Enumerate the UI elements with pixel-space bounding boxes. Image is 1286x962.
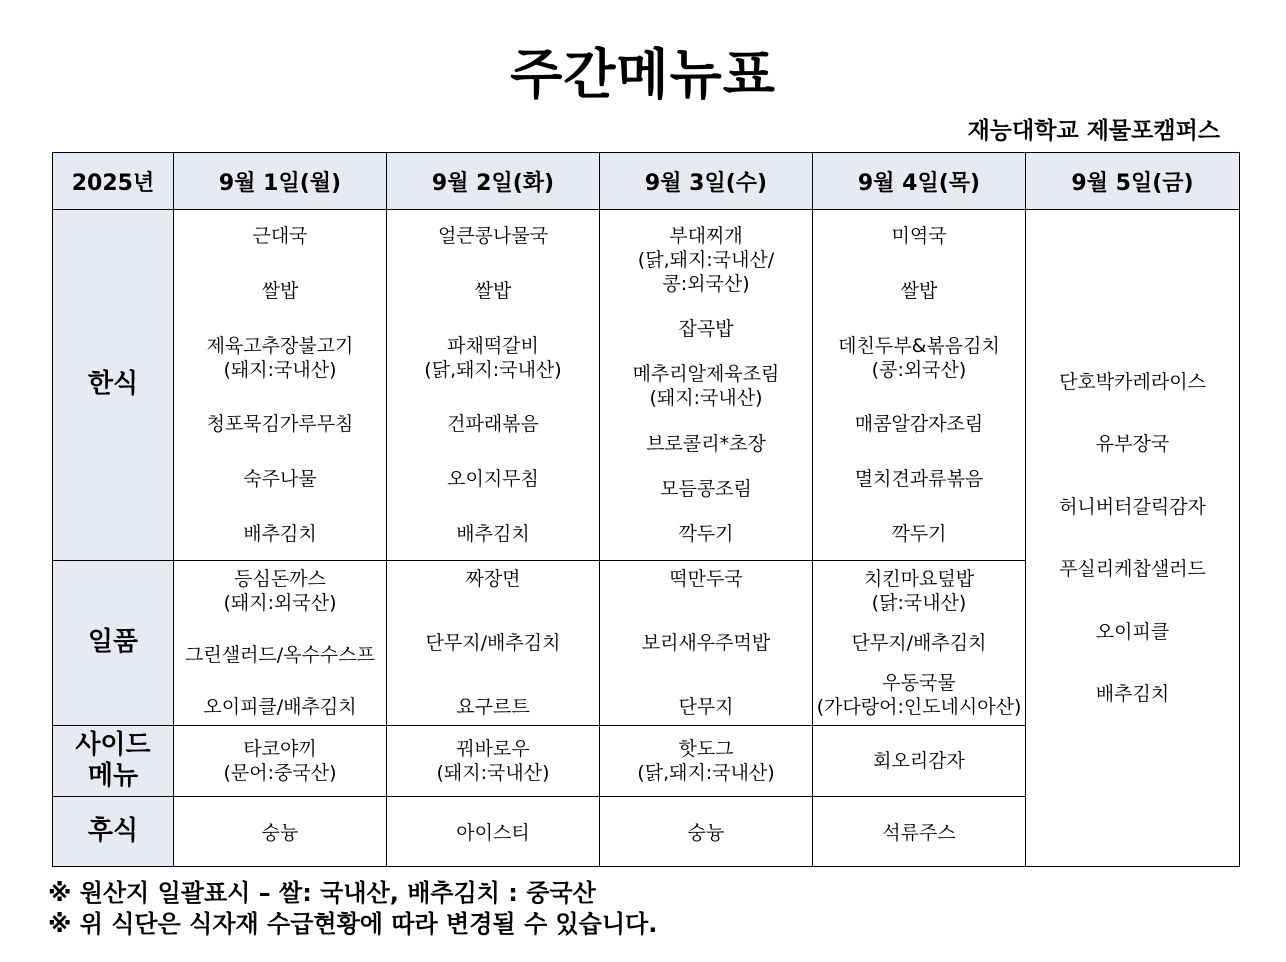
menu-item [600,631,812,655]
menu-item-line: 매콤알감자조림 [854,413,984,436]
menu-item-list [387,561,599,725]
menu-item [387,695,599,719]
menu-item-line: (돼지:외국산) [223,592,337,614]
day-header: 9월 5일(금) [1026,153,1240,210]
menu-item-line: 깍두기 [678,522,734,545]
menu-item-line: 배추김치 [243,522,317,545]
single-menu-cell [387,561,600,726]
menu-item [174,334,386,382]
menu-item [387,224,599,248]
origin-note: ※ 원산지 일괄표시 – 쌀: 국내산, 배추김치 : 중국산 [48,879,596,907]
menu-item-line: (콩:외국산) [871,358,967,381]
menu-item [387,334,599,382]
menu-item-line: (돼지:국내산) [223,358,337,381]
side-menu-cell [387,726,600,797]
menu-item-line: 꿔바로우 [456,738,530,760]
page-title: 주간메뉴표 [510,43,776,106]
menu-item-line: 브로콜리*초장 [646,432,766,455]
friday-menu-cell [1026,210,1240,867]
menu-item [600,737,812,785]
menu-item-line: 보리새우주먹밥 [641,632,771,654]
menu-item [600,362,812,410]
menu-item [813,631,1025,655]
menu-item-list [387,210,599,560]
menu-item-line: 숙주나물 [243,468,317,491]
menu-item-list [813,210,1025,560]
menu-item: 배추김치 [1095,682,1170,705]
menu-item-line: 쌀밥 [474,279,512,302]
menu-item-line: 우동국물 [882,672,956,694]
menu-item [387,279,599,303]
menu-item [174,567,386,615]
menu-item-line: 부대찌개 [669,225,743,247]
menu-item-line: (닭,돼지:국내산/ [637,249,775,271]
menu-item-line: 파채떡갈비 [447,334,539,357]
korean-menu-cell [387,210,600,561]
menu-item: 푸실리케찹샐러드 [1059,558,1206,581]
single-menu-cell [174,561,387,726]
menu-item [813,279,1025,303]
menu-item-list [600,210,812,560]
category-single-dish: 일품 [53,561,174,726]
menu-item [600,567,812,591]
menu-item [387,467,599,491]
menu-item [600,695,812,719]
menu-item [813,334,1025,382]
menu-item-list [813,561,1025,725]
menu-item-line: 그린샐러드/옥수수스프 [185,644,375,666]
menu-item-line: 단무지/배추김치 [425,632,561,654]
menu-item-line: 쌀밥 [261,279,299,302]
menu-item: 단호박카레라이스 [1059,371,1206,393]
organization-name: 재능대학교 제물포캠퍼스 [967,118,1220,144]
menu-item-line: 멸치견과류볶음 [854,468,984,491]
friday-menu-list [1026,370,1239,706]
menu-item [174,522,386,546]
day-header: 9월 2일(화) [387,153,600,210]
single-menu-cell [600,561,813,726]
menu-item: 유부장국 [1095,433,1170,456]
menu-item-list [600,561,812,725]
menu-item-line: 건파래볶음 [447,413,539,436]
dessert-cell: 석류주스 [813,797,1026,867]
menu-item-line: (돼지:국내산) [436,762,550,784]
menu-item [600,522,812,546]
menu-item [174,412,386,436]
menu-item-line: 메추리알제육조림 [632,363,780,386]
header-row [53,153,1240,210]
menu-item-line: (돼지:국내산) [649,387,763,410]
menu-item-line: 짜장면 [465,568,521,590]
menu-item-line: 얼큰콩나물국 [437,225,549,247]
menu-item [174,224,386,248]
menu-item [387,737,599,785]
menu-item [813,522,1025,546]
menu-item-line: 핫도그 [678,738,734,760]
notes [48,878,657,940]
menu-item [600,224,812,296]
menu-item-line: 요구르트 [456,696,530,718]
korean-row [53,210,1240,561]
menu-item-line: (문어:중국산) [223,762,337,784]
category-korean: 한식 [53,210,174,561]
side-menu-cell [600,726,813,797]
menu-item [813,412,1025,436]
menu-item: 허니버터갈릭감자 [1059,495,1206,518]
dessert-cell: 숭늉 [600,797,813,867]
menu-item [174,279,386,303]
menu-item-line: (가다랑어:인도네시아산) [816,696,1022,718]
menu-item [387,631,599,655]
korean-menu-cell [813,210,1026,561]
menu-item [174,695,386,719]
menu-item [813,224,1025,248]
menu-item-line: 근대국 [252,225,308,247]
menu-item [813,749,1025,773]
menu-item-line: (닭,돼지:국내산) [637,762,775,784]
menu-item-line: 치킨마요덮밥 [863,568,975,590]
menu-item-list [174,210,386,560]
menu-item [387,567,599,591]
menu-item-line: 쌀밥 [900,279,938,302]
menu-item-line: 떡만두국 [669,568,743,590]
menu-item-line: 배추김치 [456,522,530,545]
side-menu-cell [174,726,387,797]
menu-item: 오이피클 [1095,620,1170,643]
menu-item-line: 회오리감자 [873,750,965,772]
menu-item-line: 데친두부&볶음김치 [838,334,1000,357]
menu-item [813,567,1025,615]
menu-item [387,522,599,546]
menu-item-line: 단무지 [678,696,734,718]
menu-item-line: 미역국 [891,225,947,247]
menu-item-line: 오이피클/배추김치 [203,696,357,718]
menu-item [813,467,1025,491]
dessert-cell: 아이스티 [387,797,600,867]
menu-item-line: 잡곡밥 [678,318,734,341]
korean-menu-cell [600,210,813,561]
menu-item [813,671,1025,719]
menu-item [174,643,386,667]
menu-item [174,737,386,785]
menu-item-line: 단무지/배추김치 [851,632,987,654]
category-label-line: 메뉴 [87,761,139,791]
menu-item-line: 콩:외국산) [662,273,750,295]
menu-item-line: 타코야끼 [243,738,317,760]
single-menu-cell [813,561,1026,726]
category-side-menu [53,726,174,797]
change-note: ※ 위 식단은 식자재 수급현황에 따라 변경될 수 있습니다. [48,910,658,938]
dessert-cell: 숭늉 [174,797,387,867]
category-dessert: 후식 [53,797,174,867]
menu-item [387,412,599,436]
menu-item-line: (닭,돼지:국내산) [424,358,562,381]
menu-item-line: 오이지무침 [447,468,539,491]
menu-item-list [174,561,386,725]
menu-item [600,317,812,341]
menu-item [600,477,812,501]
day-header: 9월 3일(수) [600,153,813,210]
menu-item-line: (닭:국내산) [871,592,967,614]
menu-item-line: 등심돈까스 [234,568,326,590]
menu-item [600,432,812,456]
side-menu-cell [813,726,1026,797]
year-header: 2025년 [53,153,174,210]
day-header: 9월 1일(월) [174,153,387,210]
korean-menu-cell [174,210,387,561]
weekly-menu-table [52,152,1240,867]
day-header: 9월 4일(목) [813,153,1026,210]
menu-item-line: 깍두기 [891,522,947,545]
menu-item [174,467,386,491]
menu-item-line: 청포묵김가루무침 [206,413,354,436]
menu-item-line: 제육고추장불고기 [206,334,354,357]
menu-item-line: 모듬콩조림 [660,477,752,500]
category-label-line: 사이드 [75,729,151,760]
